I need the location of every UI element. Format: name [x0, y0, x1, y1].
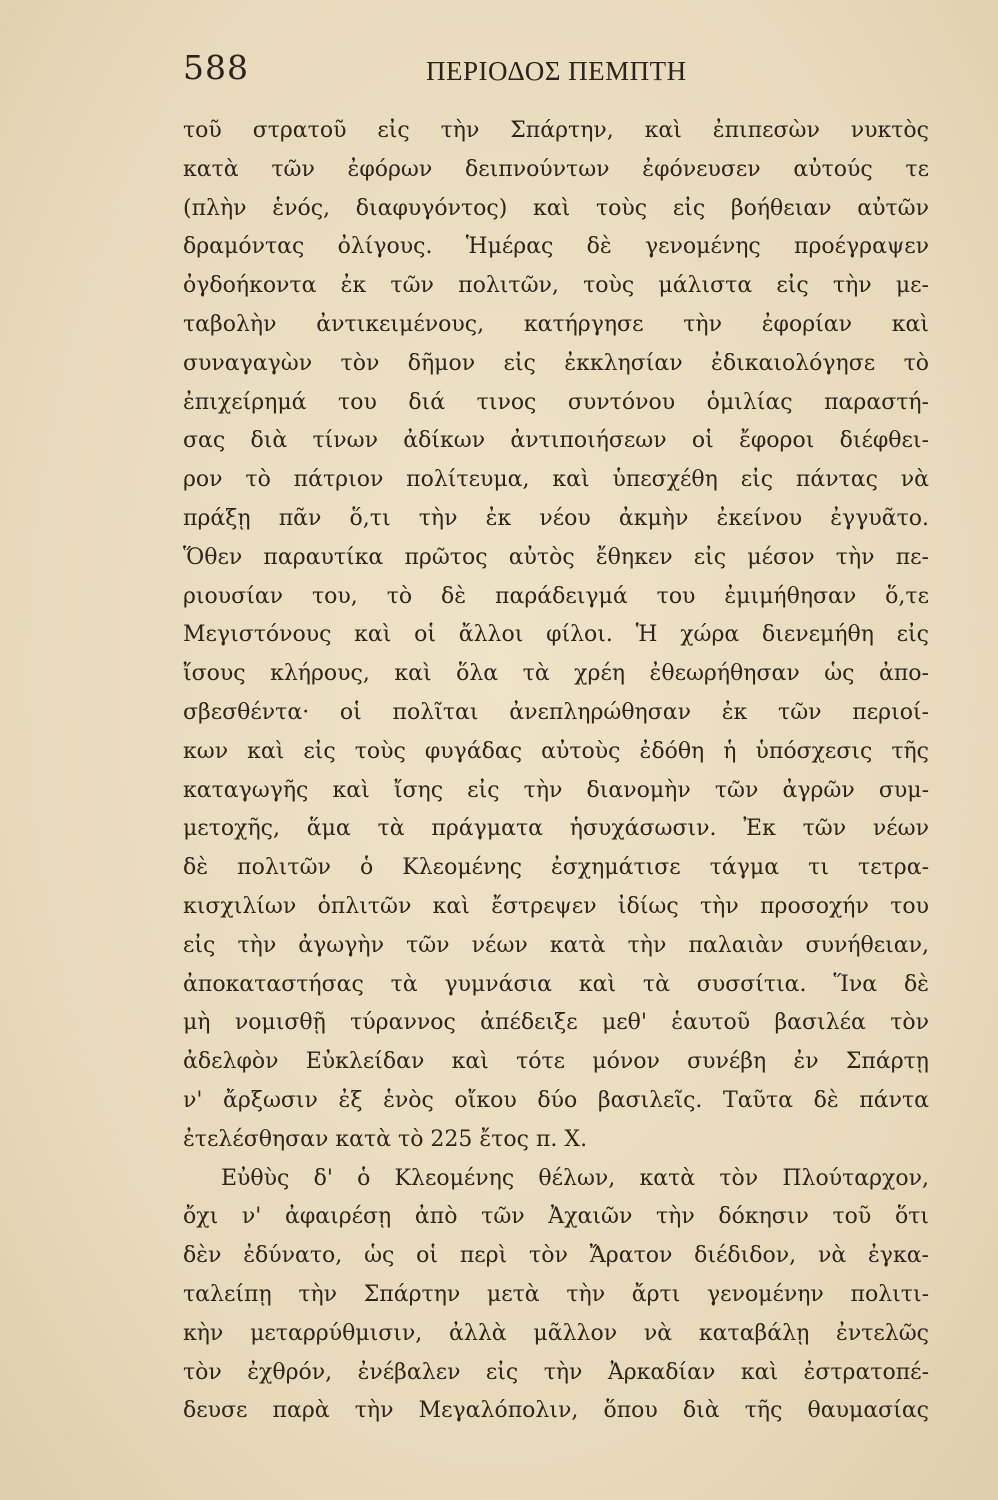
text-line: Ὅθεν παραυτίκα πρῶτος αὐτὸς ἔθηκεν εἰς μέσον τὴν πε- — [183, 544, 929, 570]
text-line: μὴ νομισθῇ τύραννος ἀπέδειξε μεθ' ἑαυτοῦ βασιλέα τὸν — [183, 1010, 929, 1036]
text-line: κισχιλίων ὁπλιτῶν καὶ ἔστρεψεν ἰδίως τὴν προσοχήν του — [183, 893, 929, 919]
text-line: ἀδελφὸν Εὐκλείδαν καὶ τότε μόνον συνέβη ἐν Σπάρτῃ — [183, 1049, 929, 1075]
text-line: ριουσίαν του, τὸ δὲ παράδειγμά του ἐμιμήθησαν ὅ,τε — [183, 583, 929, 609]
text-line: ταβολὴν ἀντικειμένους, κατήργησε τὴν ἐφορίαν καὶ — [183, 311, 929, 337]
text-line: ὄχι ν' ἀφαιρέσῃ ἀπὸ τῶν Ἀχαιῶν τὴν δόκησιν τοῦ ὅτι — [183, 1204, 929, 1230]
paragraph-end-line: ἐτελέσθησαν κατὰ τὸ 225 ἔτος π. Χ. — [183, 1126, 588, 1152]
text-line: ταλείπῃ τὴν Σπάρτην μετὰ τὴν ἄρτι γενομένην πολιτι- — [183, 1281, 929, 1307]
text-line: Μεγιστόνους καὶ οἱ ἄλλοι φίλοι. Ἡ χώρα διενεμήθη εἰς — [183, 622, 929, 648]
text-line: δὲ πολιτῶν ὁ Κλεομένης ἐσχημάτισε τάγμα τι τετρα- — [183, 855, 929, 881]
text-line: καταγωγῆς καὶ ἴσης εἰς τὴν διανομὴν τῶν ἀγρῶν συμ- — [183, 777, 929, 803]
text-line: πράξῃ πᾶν ὅ,τι τὴν ἐκ νέου ἀκμὴν ἐκείνου ἐγγυᾶτο. — [183, 505, 929, 531]
text-line: εἰς τὴν ἀγωγὴν τῶν νέων κατὰ τὴν παλαιὰν συνήθειαν, — [183, 932, 929, 958]
running-head: ΠΕΡΙΟΔΟΣ ΠΕΜΠΤΗ — [426, 56, 687, 86]
text-line: ρον τὸ πάτριον πολίτευμα, καὶ ὑπεσχέθη εἰς πάντας νὰ — [183, 467, 929, 493]
paragraph-start-line: Εὐθὺς δ' ὁ Κλεομένης θέλων, κατὰ τὸν Πλούταρχον, — [221, 1165, 929, 1191]
page-number: 588 — [183, 48, 249, 87]
body-text — [183, 112, 929, 1431]
text-line: ἀποκαταστήσας τὰ γυμνάσια καὶ τὰ συσσίτια. Ἵνα δὲ — [183, 971, 929, 997]
text-line: δραμόντας ὀλίγους. Ἡμέρας δὲ γενομένης προέγραψεν — [183, 234, 929, 260]
text-line: σβεσθέντα· οἱ πολῖται ἀνεπληρώθησαν ἐκ τῶν περιοί- — [183, 699, 929, 725]
text-line: τὸν ἐχθρόν, ἐνέβαλεν εἰς τὴν Ἀρκαδίαν καὶ ἐστρατοπέ- — [183, 1359, 929, 1385]
text-line: κων καὶ εἰς τοὺς φυγάδας αὐτοὺς ἐδόθη ἡ ὑπόσχεσις τῆς — [183, 738, 929, 764]
text-line: (πλὴν ἑνός, διαφυγόντος) καὶ τοὺς εἰς βοήθειαν αὐτῶν — [183, 195, 929, 221]
text-line: κατὰ τῶν ἐφόρων δειπνούντων ἐφόνευσεν αὐτούς τε — [183, 156, 929, 182]
page-header — [183, 48, 928, 92]
text-line: δευσε παρὰ τὴν Μεγαλόπολιν, ὅπου διὰ τῆς θαυμασίας — [183, 1398, 929, 1424]
text-line: δὲν ἐδύνατο, ὡς οἱ περὶ τὸν Ἄρατον διέδιδον, νὰ ἐγκα- — [183, 1243, 929, 1269]
text-line: ν' ἄρξωσιν ἐξ ἑνὸς οἴκου δύο βασιλεῖς. Ταῦτα δὲ πάντα — [183, 1087, 929, 1113]
text-line: τοῦ στρατοῦ εἰς τὴν Σπάρτην, καὶ ἐπιπεσὼν νυκτὸς — [183, 118, 929, 143]
text-line: ἴσους κλήρους, καὶ ὅλα τὰ χρέη ἐθεωρήθησαν ὡς ἀπο- — [183, 661, 929, 687]
text-line: μετοχῆς, ἅμα τὰ πράγματα ἡσυχάσωσιν. Ἐκ τῶν νέων — [183, 816, 929, 842]
text-line: κὴν μεταρρύθμισιν, ἀλλὰ μᾶλλον νὰ καταβάλῃ ἐντελῶς — [183, 1320, 929, 1346]
text-line: ἐπιχείρημά του διά τινος συντόνου ὁμιλίας παραστή- — [183, 389, 929, 415]
text-line: ὀγδοήκοντα ἐκ τῶν πολιτῶν, τοὺς μάλιστα εἰς τὴν με- — [183, 273, 929, 299]
text-line: συναγαγὼν τὸν δῆμον εἰς ἐκκλησίαν ἐδικαιολόγησε τὸ — [183, 350, 929, 376]
text-line: σας διὰ τίνων ἀδίκων ἀντιποιήσεων οἱ ἔφοροι διέφθει- — [183, 428, 929, 454]
